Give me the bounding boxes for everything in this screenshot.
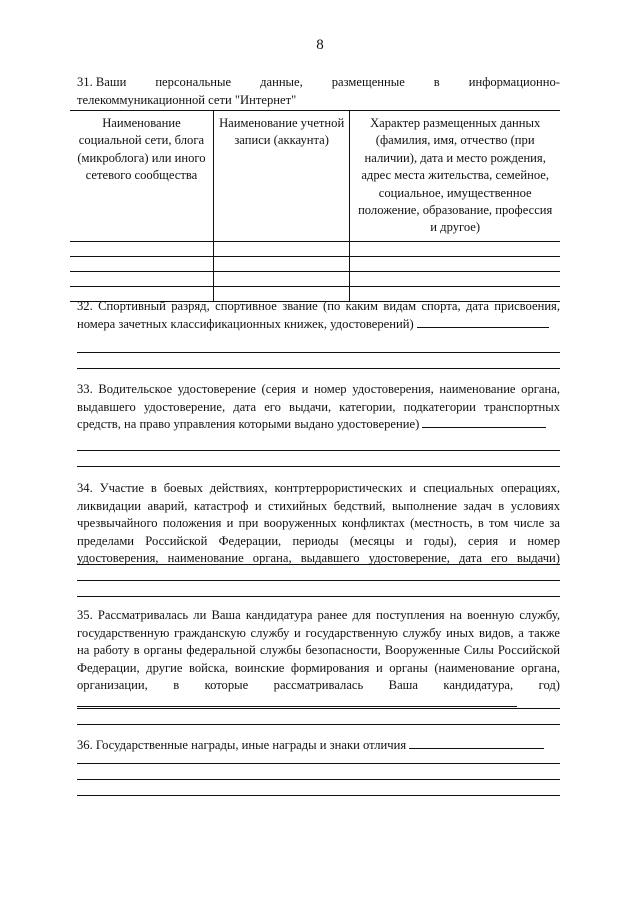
section-34-answer-line[interactable] (77, 580, 560, 581)
section-36-label: 36. Государственные награды, иные награды и знаки отличия (77, 738, 407, 752)
section-33-label: 33. Водительское удостоверение (серия и номер удостоверения, наименование органа, выдавшего удостоверение, дата его выдачи, категории, подкатегории транспортных средств, на право управления которыми выдано удостоверение) (77, 382, 560, 432)
table-cell[interactable] (70, 256, 213, 271)
section-33-answer-line[interactable] (77, 450, 560, 451)
section-36-text (77, 737, 560, 755)
section-36-answer-line[interactable] (77, 779, 560, 780)
section-35-label: 35. Рассматривалась ли Ваша кандидатура ранее для поступления на военную службу, государственную гражданскую службу и государственную службу иных видов, а также на работу в органы федеральной службы безопасности, Вооруженные Силы Российской Федерации, другие войска, воинские формирования и органы (наименование органа, организации, в которые рассматривалась Ваша кандидатура, год) (77, 608, 560, 693)
table-row (70, 256, 560, 271)
column-header-data-nature: Характер размещенных данных (фамилия, имя, отчество (при наличии), дата и место рождения, адрес места жительства, семейное, социальное, имущественное положение, образование, профессия и другое) (350, 111, 560, 242)
table-cell[interactable] (213, 241, 350, 256)
social-networks-table (70, 110, 560, 302)
table-row (70, 241, 560, 256)
column-header-account: Наименование учетной записи (аккаунта) (213, 111, 350, 242)
table-cell[interactable] (350, 271, 560, 286)
section-36-answer-line[interactable] (77, 763, 560, 764)
section-31-line2: телекоммуникационной сети "Интернет" (77, 92, 297, 107)
section-35-answer-line[interactable] (77, 724, 560, 725)
table-cell[interactable] (213, 256, 350, 271)
table-cell[interactable] (70, 241, 213, 256)
section-35-fill-line[interactable] (77, 706, 517, 707)
section-34-answer-line[interactable] (77, 564, 560, 565)
section-32-label: 32. Спортивный разряд, спортивное звание (по каким видам спорта, дата присвоения, номера зачетных классификационных книжек, удостоверений) (77, 299, 560, 331)
table-row (70, 271, 560, 286)
table-cell[interactable] (350, 241, 560, 256)
section-34-text: 34. Участие в боевых действиях, контртеррористических и специальных операциях, ликвидации аварий, катастроф и стихийных бедствий, выполнение задач в условиях чрезвычайного положения и при вооруженных конфликтах (местность, в том числе за пределами Российской Федерации, периоды (месяцы и годы), серия и номер удостоверения, наименование органа, выдавшего удостоверение, дата его выдачи) (77, 481, 560, 566)
section-31-heading (77, 74, 560, 109)
section-36-answer-line[interactable] (77, 795, 560, 796)
section-32-text (77, 298, 560, 333)
section-33-text (77, 381, 560, 434)
section-31-word: персональные (155, 75, 232, 89)
table-cell[interactable] (70, 271, 213, 286)
column-header-network: Наименование социальной сети, блога (микроблога) или иного сетевого сообщества (70, 111, 213, 242)
section-33-answer-line[interactable] (77, 466, 560, 467)
page-number: 8 (316, 37, 324, 53)
section-34-answer-line[interactable] (77, 596, 560, 597)
section-31-word: информационно- (468, 75, 560, 89)
section-31-line1 (77, 74, 560, 92)
section-31-word: данные, (260, 75, 303, 89)
section-31-word: в (433, 75, 440, 89)
section-31-word: размещенные (331, 75, 405, 89)
section-31-word: 31. Ваши (77, 75, 127, 89)
section-33-fill-line[interactable] (422, 427, 546, 428)
section-32-fill-line[interactable] (417, 327, 549, 328)
section-32-answer-line[interactable] (77, 368, 560, 369)
section-35-answer-line[interactable] (77, 708, 560, 709)
table-cell[interactable] (350, 256, 560, 271)
table-cell[interactable] (213, 271, 350, 286)
section-35-text (77, 607, 560, 713)
section-36-fill-line[interactable] (409, 748, 544, 749)
section-32-answer-line[interactable] (77, 352, 560, 353)
